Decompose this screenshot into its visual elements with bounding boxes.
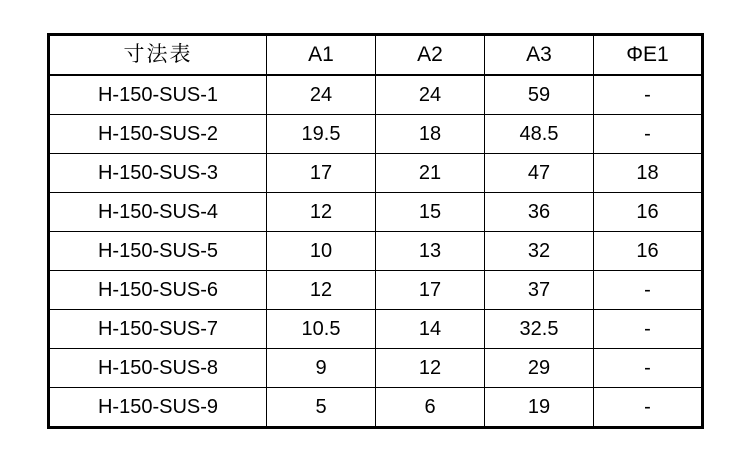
- row-model-name: H-150-SUS-3: [49, 154, 267, 193]
- row-a2-value: 15: [376, 193, 485, 232]
- row-a3-value: 48.5: [485, 115, 594, 154]
- column-header-e1: ΦE1: [594, 35, 703, 76]
- row-a1-value: 24: [267, 75, 376, 115]
- row-model-name: H-150-SUS-7: [49, 310, 267, 349]
- table-row: [49, 115, 703, 154]
- row-a2-value: 18: [376, 115, 485, 154]
- row-a3-value: 19: [485, 388, 594, 428]
- row-e1-value: -: [594, 75, 703, 115]
- row-e1-value: -: [594, 388, 703, 428]
- row-a3-value: 36: [485, 193, 594, 232]
- table-row: [49, 75, 703, 115]
- row-a1-value: 17: [267, 154, 376, 193]
- row-a1-value: 12: [267, 271, 376, 310]
- row-e1-value: 16: [594, 232, 703, 271]
- row-e1-value: 18: [594, 154, 703, 193]
- row-a3-value: 59: [485, 75, 594, 115]
- row-a1-value: 12: [267, 193, 376, 232]
- row-a3-value: 32: [485, 232, 594, 271]
- table-row: [49, 271, 703, 310]
- row-e1-value: 16: [594, 193, 703, 232]
- table-row: [49, 310, 703, 349]
- column-header-a3: A3: [485, 35, 594, 76]
- row-e1-value: -: [594, 115, 703, 154]
- row-a2-value: 13: [376, 232, 485, 271]
- column-header-title: 寸法表: [49, 35, 267, 76]
- row-a3-value: 32.5: [485, 310, 594, 349]
- row-e1-value: -: [594, 310, 703, 349]
- row-a2-value: 12: [376, 349, 485, 388]
- row-a1-value: 5: [267, 388, 376, 428]
- table-row: [49, 388, 703, 428]
- row-model-name: H-150-SUS-2: [49, 115, 267, 154]
- row-a2-value: 17: [376, 271, 485, 310]
- table-header-row: [49, 35, 703, 76]
- row-a2-value: 21: [376, 154, 485, 193]
- row-model-name: H-150-SUS-4: [49, 193, 267, 232]
- row-a2-value: 24: [376, 75, 485, 115]
- row-model-name: H-150-SUS-8: [49, 349, 267, 388]
- dimension-table-container: [47, 33, 703, 429]
- row-a2-value: 6: [376, 388, 485, 428]
- row-e1-value: -: [594, 271, 703, 310]
- table-row: [49, 232, 703, 271]
- row-e1-value: -: [594, 349, 703, 388]
- row-model-name: H-150-SUS-6: [49, 271, 267, 310]
- row-a1-value: 10.5: [267, 310, 376, 349]
- table-row: [49, 154, 703, 193]
- row-a3-value: 47: [485, 154, 594, 193]
- row-model-name: H-150-SUS-1: [49, 75, 267, 115]
- row-model-name: H-150-SUS-5: [49, 232, 267, 271]
- row-a3-value: 37: [485, 271, 594, 310]
- column-header-a2: A2: [376, 35, 485, 76]
- row-a2-value: 14: [376, 310, 485, 349]
- row-a1-value: 9: [267, 349, 376, 388]
- row-a3-value: 29: [485, 349, 594, 388]
- table-row: [49, 193, 703, 232]
- row-a1-value: 19.5: [267, 115, 376, 154]
- row-a1-value: 10: [267, 232, 376, 271]
- dimension-table: [47, 33, 704, 429]
- table-row: [49, 349, 703, 388]
- column-header-a1: A1: [267, 35, 376, 76]
- row-model-name: H-150-SUS-9: [49, 388, 267, 428]
